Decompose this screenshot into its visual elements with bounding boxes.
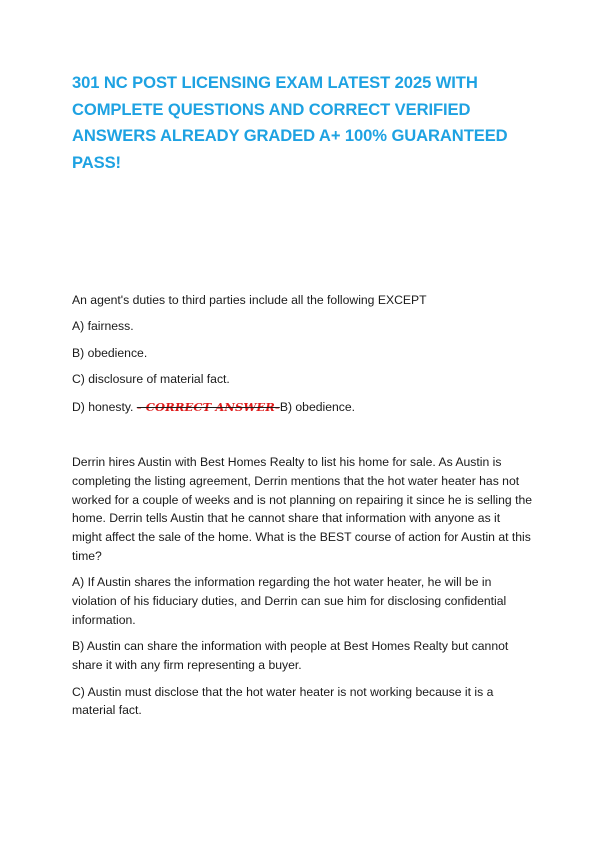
question-block-2 [72, 453, 532, 720]
question-block-1 [72, 291, 532, 416]
option-c: C) Austin must disclose that the hot water heater is not working because it is a material fact. [72, 684, 494, 718]
option-d-with-answer [72, 398, 532, 417]
question-stem: An agent's duties to third parties include all the following EXCEPT [72, 293, 427, 307]
option-b: B) Austin can share the information with people at Best Homes Realty but cannot share it with any firm representing a buyer. [72, 639, 509, 673]
document-title: 301 NC POST LICENSING EXAM LATEST 2025 WITH COMPLETE QUESTIONS AND CORRECT VERIFIED ANSWERS ALREADY GRADED A+ 100% GUARANTEED PASS! [72, 73, 508, 172]
correct-answer-value: B) obedience. [279, 399, 356, 414]
option-a: A) fairness. [72, 319, 134, 334]
correct-answer-label: - CORRECT ANSWER- [136, 399, 280, 414]
question-stem: Derrin hires Austin with Best Homes Realty to list his home for sale. As Austin is completing the listing agreement, Derrin mentions that the hot water heater has not worked for a couple of weeks and is not planning on repairing it since he is selling the home. Derrin tells Austin that he cannot share that information with anyone as it might affect the sale of the home. What is the BEST course of action for Austin at this time? [72, 455, 533, 563]
option-a: A) If Austin shares the information regarding the hot water heater, he will be in violation of his fiduciary duties, and Derrin can sue him for disclosing confidential information. [72, 575, 507, 627]
option-c: C) disclosure of material fact. [72, 372, 230, 387]
option-b: B) obedience. [72, 345, 148, 360]
option-d: D) honesty. [72, 399, 134, 414]
document-header [72, 70, 532, 176]
